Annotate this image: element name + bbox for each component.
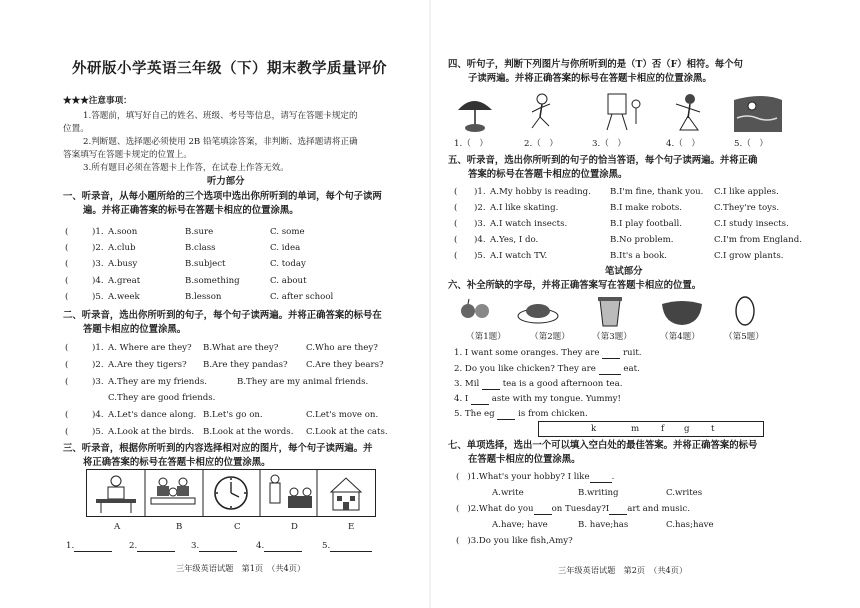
answer-paren: ( [65,343,69,353]
classroom-children-icon [151,478,195,504]
answer-paren: ( [65,227,69,237]
fill-sentence-3: 3. Mil tea is a good afternoon tea. [454,379,623,389]
answer-paren: ( [65,292,69,302]
exam-title: 外研版小学英语三年级（下）期末教学质量评价 [72,60,387,77]
option-a: A.Look at the birds. [108,427,195,437]
option-c: C.Who are they? [306,343,378,353]
option-c: C. today [270,259,306,269]
question-number: )5. [92,292,104,302]
picture-label-e: E [348,522,355,532]
option-c: C.They're toys. [714,203,780,213]
tf-blank-2[interactable]: 2.（ ） [524,139,558,149]
picture-label-1: （第1题） [466,332,506,342]
option-c: C. about [270,276,307,286]
exam-page-2 [430,0,860,608]
option-a: A.great [108,276,141,286]
letter-bank [538,421,764,437]
question-number: )1. [474,187,486,197]
question-number: )4. [474,235,486,245]
milk-tea-cup-icon [598,297,622,326]
answer-paren: ( [454,219,458,229]
section-4-heading-cont: 子读两遍。并将正确答案的标号在答题卡相应的位置涂黑。 [468,73,712,84]
picture-label-2: （第2题） [530,332,570,342]
section-4-heading: 四、听句子，判断下列图片与你所听到的是（T）否（F）相符。每个句 [448,59,743,70]
meat-dish-icon [518,304,558,323]
option-a: A.club [108,243,136,253]
option-c: C. some [270,227,305,237]
choice-blank[interactable] [590,473,612,483]
answer-paren: ( [454,235,458,245]
question-number: )2. [92,360,104,370]
fill-blank[interactable] [602,349,620,359]
option-b: B.No problem. [610,235,674,245]
option-a: A.Are they tigers? [108,360,187,370]
section-3-heading-cont: 将正确答案的标号在答题卡相应的位置涂黑。 [83,457,271,468]
answer-blank-5[interactable]: 5. [322,541,372,552]
option-a: A.have; have [492,520,548,530]
option-b: B.sure [185,227,214,237]
question-number: )4. [92,410,104,420]
fruit-icon [461,299,489,318]
egg-icon [736,297,754,325]
letter-option: g [684,424,690,434]
fill-sentence-4: 4. I aste with my tongue. Yummy! [454,394,621,404]
page-footer: 三年级英语试题 第2页 （共4页） [558,565,688,575]
picture-label-3: （第3题） [592,332,632,342]
painting-easel-icon [607,94,640,130]
option-c: C.Let's move on. [306,410,379,420]
option-b: B.I make robots. [610,203,683,213]
choice-question-1: ( )1.What's your hobby? I like . [456,472,615,482]
notice-line: 3.所有题目必须在答题卡上作答，在试卷上作答无效。 [83,163,289,173]
option-a: A.week [108,292,140,302]
choice-question-2: ( )2.What do you on Tuesday?I art and music. [456,504,690,514]
option-b: B. have;has [578,520,629,530]
writing-part-heading: 笔试部分 [605,266,643,277]
question-number: )3. [474,219,486,229]
choice-question-3: ( )3.Do you like fish,Amy? [456,536,573,546]
picture-label-b: B [176,522,183,532]
answer-paren: ( [65,243,69,253]
option-b: B.I play football. [610,219,682,229]
option-c: C.I study insects. [714,219,789,229]
picture-label-4: （第4题） [660,332,700,342]
section-7-heading: 七、单项选择，选出一个可以填入空白处的最佳答案。并将正确答案的标号 [448,440,758,451]
answer-paren: ( [454,251,458,261]
fill-blank[interactable] [497,410,515,420]
answer-paren: ( [65,360,69,370]
option-b: B.lesson [185,292,222,302]
option-b: B.subject [185,259,226,269]
option-c: C.has;have [666,520,714,530]
answer-paren: ( [65,276,69,286]
option-a: A.I watch TV. [490,251,548,261]
picture-strip [86,469,376,517]
option-b: B.class [185,243,216,253]
question-number: )4. [92,276,104,286]
answer-paren: ( [65,427,69,437]
fill-blank[interactable] [471,395,489,405]
option-a: A.Let's dance along. [108,410,197,420]
section-1-heading: 一、听录音，从每小题所给的三个选项中选出你所听到的单词，每个句子读两 [63,191,382,202]
choice-blank[interactable] [534,505,552,515]
picture-strip-art [87,470,375,516]
option-a: A. Where are they? [108,343,192,353]
letter-option: k [591,424,597,434]
picture-label-a: A [114,522,121,532]
option-a: A.I like skating. [490,203,559,213]
option-a: A.Yes, I do. [490,235,539,245]
tf-blank-5[interactable]: 5.（ ） [734,139,768,149]
umbrella-icon [458,101,492,132]
section-5-heading-cont: 答案的标号在答题卡相应的位置涂黑。 [468,169,628,180]
picture-label-5: （第5题） [724,332,764,342]
fill-sentence-2: 2. Do you like chicken? They are eat. [454,364,640,374]
question-number: )1. [92,227,104,237]
q6-pictures [460,294,760,328]
child-at-table-icon [96,476,136,513]
listening-part-heading: 听力部分 [207,176,245,187]
fill-blank[interactable] [482,380,500,390]
option-b: B.I'm fine, thank you. [610,187,704,197]
option-c: C. after school [270,292,334,302]
answer-paren: ( [65,259,69,269]
option-c: C.I'm from England. [714,235,802,245]
choice-blank[interactable] [609,505,627,515]
notice-line: 2.判断题、选择题必须使用 2B 铅笔填涂答案，非判断、选择题请将正确 [83,137,358,147]
option-a: A.I watch insects. [490,219,568,229]
option-b: B.something [185,276,240,286]
notice-line: 1.答题前，填写好自己的姓名、班级、考号等信息，请写在答题卡规定的 [83,111,358,121]
bowl-icon [662,301,702,325]
answer-paren: ( [65,410,69,420]
question-number: )5. [474,251,486,261]
notice-line: 答案填写在答题卡规定的位置上。 [63,150,192,160]
section-6-heading: 六、补全所缺的字母，并将正确答案写在答题卡相应的位置。 [448,280,702,291]
clock-icon [215,477,247,509]
tf-blank-3[interactable]: 3.（ ） [592,139,626,149]
picture-label-d: D [291,522,298,532]
option-c: C.I grow plants. [714,251,784,261]
option-b: B.Are they pandas? [203,360,288,370]
answer-blank-1[interactable]: 1. [66,541,112,552]
section-2-heading-cont: 答题卡相应的位置涂黑。 [83,324,187,335]
option-b: B.writing [578,488,619,498]
notice-line: 位置。 [63,124,89,134]
option-a: A.My hobby is reading. [490,187,591,197]
fill-sentence-1: 1. I want some oranges. They are ruit. [454,348,642,358]
tf-blank-1[interactable]: 1.（ ） [454,139,488,149]
swimming-icon [734,96,782,132]
section-7-heading-cont: 在答题卡相应的位置涂黑。 [468,454,581,465]
answer-paren: ( [454,203,458,213]
answer-blank-2[interactable]: 2. [129,541,175,552]
fill-blank[interactable] [599,365,621,375]
answer-paren: ( [65,377,69,387]
answer-blank-3[interactable]: 3. [191,541,237,552]
option-a: A.write [492,488,524,498]
option-b: B.It's a book. [610,251,668,261]
letter-option: m [631,424,640,434]
letter-option: f [661,424,665,434]
option-b: B.They are my animal friends. [237,377,369,387]
option-a: A.busy [108,259,138,269]
option-a: A.soon [108,227,138,237]
answer-blank-4[interactable]: 4. [256,541,302,552]
question-number: )3. [92,377,104,387]
question-number: )5. [92,427,104,437]
option-c: C.Are they bears? [306,360,384,370]
answer-paren: ( [454,187,458,197]
section-3-heading: 三、听录音，根据你所听到的内容选择相对应的图片，每个句子读两遍。并 [63,443,373,454]
question-number: )3. [92,259,104,269]
option-b: B.What are they? [203,343,279,353]
running-boy-icon [532,94,550,128]
question-number: )1. [92,343,104,353]
option-c: C.I like apples. [714,187,779,197]
option-c: C. idea [270,243,301,253]
fill-sentence-5: 5. The eg is from chicken. [454,409,588,419]
section-2-heading: 二、听录音，选出你所听到的句子，每个句子读两遍。并将正确答案的标号在 [63,310,382,321]
section-5-heading: 五、听录音，选出你所听到的句子的恰当答语，每个句子读两遍。并将正确 [448,155,758,166]
option-b: B.Look at the words. [203,427,294,437]
letter-option: t [711,424,715,434]
q4-pictures [452,90,782,135]
teacher-and-children-icon [270,475,312,508]
page-footer: 三年级英语试题 第1页 （共4页） [176,563,306,573]
option-a: A.They are my friends. [108,377,207,387]
question-number: )2. [474,203,486,213]
option-b: B.Let's go on. [203,410,263,420]
section-1-heading-cont: 遍。并将正确答案的标号在答题卡相应的位置涂黑。 [83,205,299,216]
house-icon [331,478,361,510]
option-c: C.They are good friends. [108,393,216,403]
tf-blank-4[interactable]: 4.（ ） [666,139,700,149]
option-c: C.Look at the cats. [306,427,388,437]
dancing-girl-icon [676,94,700,130]
option-c: C.writes [666,488,703,498]
picture-label-c: C [234,522,241,532]
question-number: )2. [92,243,104,253]
notice-heading: ★★★注意事项： [63,96,132,106]
